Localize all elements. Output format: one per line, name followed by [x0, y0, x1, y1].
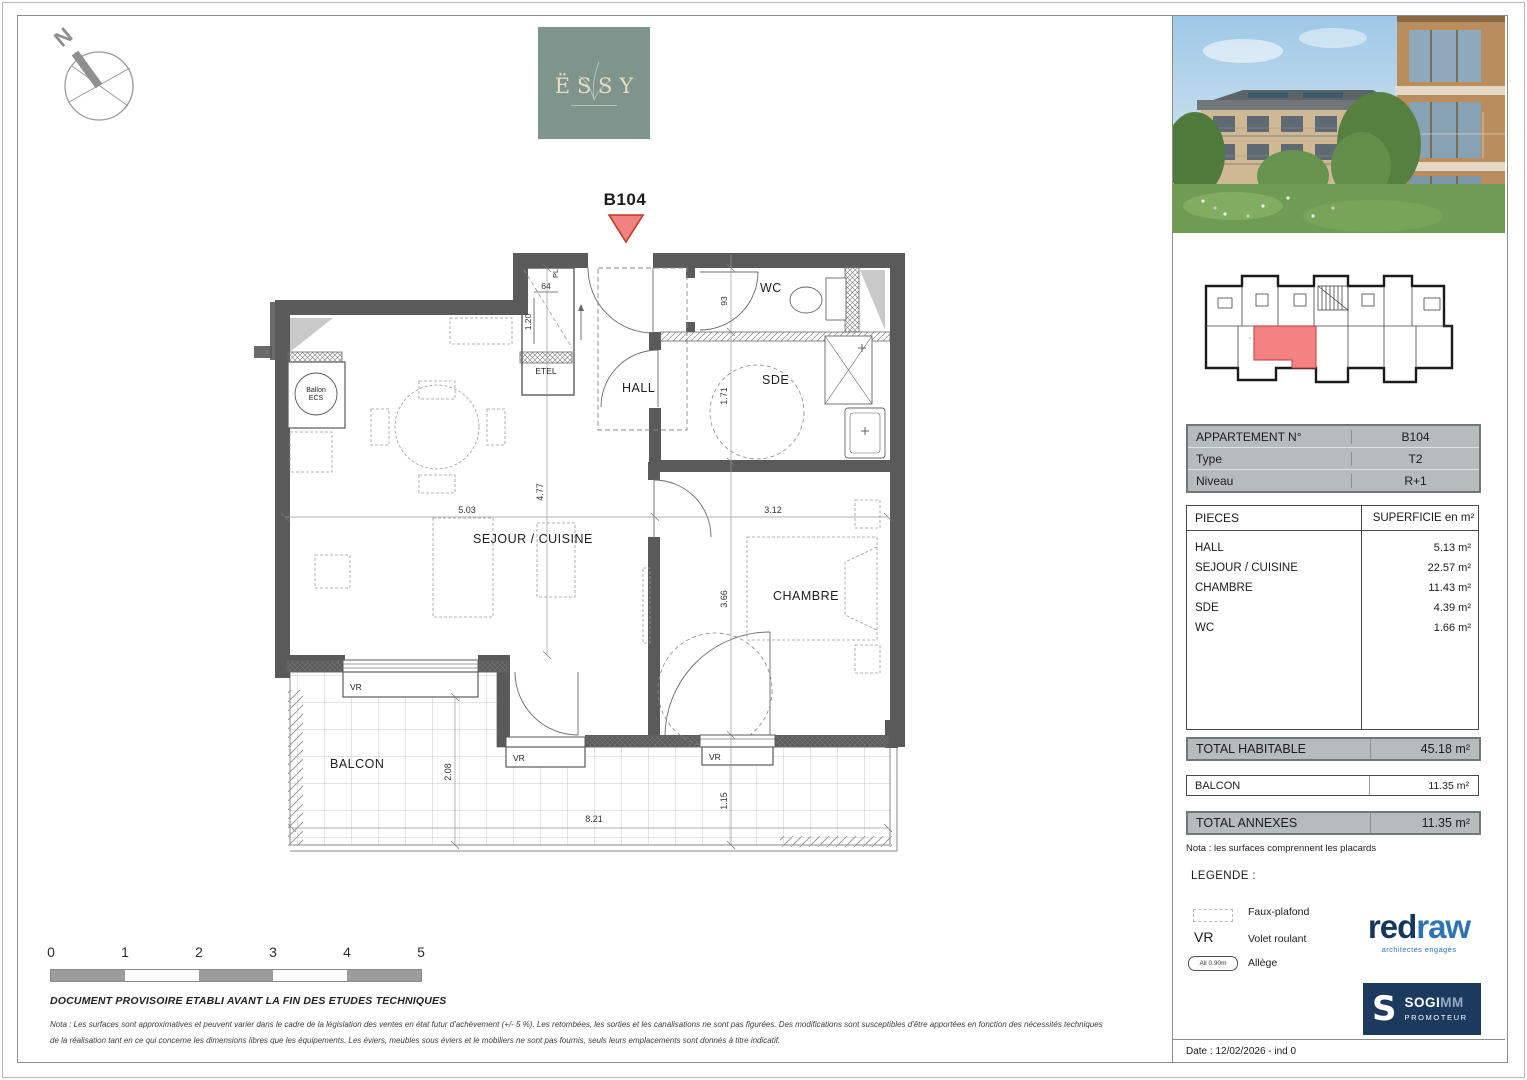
scale-label-0: 0 [47, 944, 55, 960]
dim-balcon-depth: 2.08 [443, 763, 453, 781]
legend-volet-roulant-label: Volet roulant [1248, 933, 1307, 945]
dim-closet-width: 64 [541, 281, 551, 291]
piece-value: 1.66 m² [1433, 622, 1471, 634]
vr-symbol: VR [1194, 929, 1214, 945]
scale-bar [50, 969, 422, 982]
ballon-ecs-label-1: Ballon [306, 387, 326, 394]
balcon-bar [1186, 775, 1479, 796]
sogimm-logo [1363, 983, 1481, 1035]
info-value: R+1 [1351, 474, 1479, 488]
room-label-sejour: SEJOUR / CUISINE [473, 532, 593, 546]
table-row [1187, 558, 1478, 578]
redraw-logo-raw: raw [1416, 908, 1471, 945]
dim-sejour-height: 4.77 [535, 483, 545, 501]
table-row [1188, 469, 1479, 491]
total-annexes-bar [1186, 811, 1481, 835]
sogimm-promoteur-label: PROMOTEUR [1404, 1013, 1468, 1023]
table-row [1187, 598, 1478, 618]
piece-value: 22.57 m² [1427, 562, 1471, 574]
closet-label-etel: ETEL [535, 366, 557, 376]
total-habitable-bar [1186, 737, 1481, 761]
legende-title: LEGENDE : [1191, 870, 1256, 882]
sogimm-name-light: MM [1440, 994, 1464, 1010]
hall-faux-plafond [598, 268, 687, 430]
redraw-tagline: architectes engagés [1381, 945, 1457, 954]
essy-logo-rule [571, 105, 617, 106]
vr-label-mid: VR [513, 753, 525, 763]
scale-label-1: 1 [121, 944, 129, 960]
dim-balcon-width: 8.21 [585, 814, 603, 824]
total-annexes-value: 11.35 m² [1421, 816, 1470, 830]
info-label: Niveau [1196, 473, 1234, 488]
piece-value: 11.43 m² [1428, 582, 1471, 594]
table-row [1187, 538, 1478, 558]
vr-label-sejour: VR [350, 682, 362, 692]
floor-key-plan [1198, 268, 1460, 396]
pieces-header-label: PIECES [1195, 511, 1240, 525]
info-value: T2 [1351, 452, 1479, 466]
scale-label-3: 3 [269, 944, 277, 960]
total-habitable-label: TOTAL HABITABLE [1196, 742, 1306, 756]
floor-plan [250, 245, 910, 860]
legend-allege-label: Allège [1248, 957, 1278, 969]
total-annexes-label: TOTAL ANNEXES [1196, 816, 1298, 830]
table-row [1187, 578, 1478, 598]
dim-chambre-width: 3.12 [764, 505, 782, 515]
disclaimer-line-1: Nota : Les surfaces sont approximatives et peuvent varier dans le cadre de la législation des ventes en état futur d'achèvement (+/- 5 %). Les retombées, les sorties et les canalisations ne sont pas figurées. Des modifications sont susceptibles d'être apportées en fonction des nécessités techniques [50, 1020, 1103, 1029]
redraw-logo [1355, 910, 1483, 954]
info-label: Type [1196, 451, 1223, 466]
balcon-value: 11.35 m² [1428, 779, 1469, 792]
table-row [1188, 447, 1479, 469]
unit-marker-triangle [607, 213, 645, 245]
info-label: APPARTEMENT N° [1196, 429, 1302, 444]
ballon-ecs [288, 362, 345, 428]
sidebar-nota: Nota : les surfaces comprennent les placards [1186, 843, 1377, 854]
unit-label: B104 [603, 190, 647, 209]
scale-label-5: 5 [417, 944, 425, 960]
piece-label: HALL [1195, 542, 1224, 554]
essy-botanical-icon [567, 60, 621, 100]
faux-plafond-symbol [1193, 909, 1233, 922]
dim-sejour-width: 5.03 [458, 505, 476, 515]
info-value: B104 [1351, 430, 1479, 444]
room-label-sde: SDE [762, 373, 790, 387]
dim-balcon-right-depth: 1.15 [719, 792, 729, 810]
piece-value: 4.39 m² [1433, 602, 1471, 614]
total-habitable-value: 45.18 m² [1420, 742, 1470, 756]
disclaimer-line-2: de la réalisation tant en ce qui concerne les dimensions libres que les équipements. Les éviers, meubles sous éviers et le mobiliers ne sont pas fournis, seuls leurs emplacements sont donnés à titre indicatif. [50, 1036, 781, 1045]
allege-symbol: All 0.90m [1188, 956, 1238, 971]
apartment-info-table [1186, 424, 1481, 493]
dim-chambre-height: 3.66 [719, 590, 729, 608]
room-label-wc: WC [760, 281, 782, 295]
legend-faux-plafond-label: Faux-plafond [1248, 906, 1310, 918]
table-row [1188, 426, 1479, 447]
furniture [290, 318, 880, 673]
piece-label: WC [1195, 622, 1215, 634]
compass-icon [42, 22, 147, 137]
piece-label: CHAMBRE [1195, 582, 1253, 594]
ballon-ecs-label-2: ECS [308, 395, 324, 402]
essy-logo [538, 27, 650, 139]
dim-wc-width: 93 [719, 296, 729, 306]
chambre-turning-circle [658, 633, 772, 747]
essy-logo-text: ËSSY [554, 74, 641, 98]
piece-value: 5.13 m² [1433, 542, 1471, 554]
scale-label-2: 2 [195, 944, 203, 960]
piece-label: SDE [1195, 602, 1219, 614]
sogimm-name-bold: SOGI [1404, 994, 1441, 1010]
room-label-balcon: BALCON [330, 757, 385, 771]
dim-sde-width: 1.71 [719, 387, 729, 405]
sogimm-s-icon: S [1372, 989, 1397, 1029]
room-label-chambre: CHAMBRE [773, 589, 840, 603]
pieces-column-divider [1361, 506, 1362, 729]
disclaimer-title: DOCUMENT PROVISOIRE ETABLI AVANT LA FIN DES ETUDES TECHNIQUES [50, 995, 447, 1007]
compass-north-label: N [49, 22, 78, 52]
dim-closet-depth: 1.20 [523, 313, 533, 331]
pieces-table [1186, 505, 1479, 730]
table-row [1187, 618, 1478, 638]
date-divider [1173, 1039, 1505, 1040]
balcon-label: BALCON [1195, 779, 1241, 792]
closet-label-pl: PL [551, 268, 560, 278]
date-text: Date : 12/02/2026 - ind 0 [1186, 1046, 1297, 1057]
redraw-logo-red: red [1367, 908, 1417, 945]
sde-turning-circle [710, 365, 804, 459]
scale-label-4: 4 [343, 944, 351, 960]
room-label-hall: HALL [622, 381, 656, 395]
building-photo [1173, 16, 1505, 233]
piece-label: SEJOUR / CUISINE [1195, 562, 1298, 574]
pieces-header [1187, 506, 1478, 531]
vr-label-chambre: VR [709, 752, 721, 762]
sanitary-fixtures [790, 278, 885, 458]
superficie-header-label: SUPERFICIE en m² [1372, 512, 1475, 524]
